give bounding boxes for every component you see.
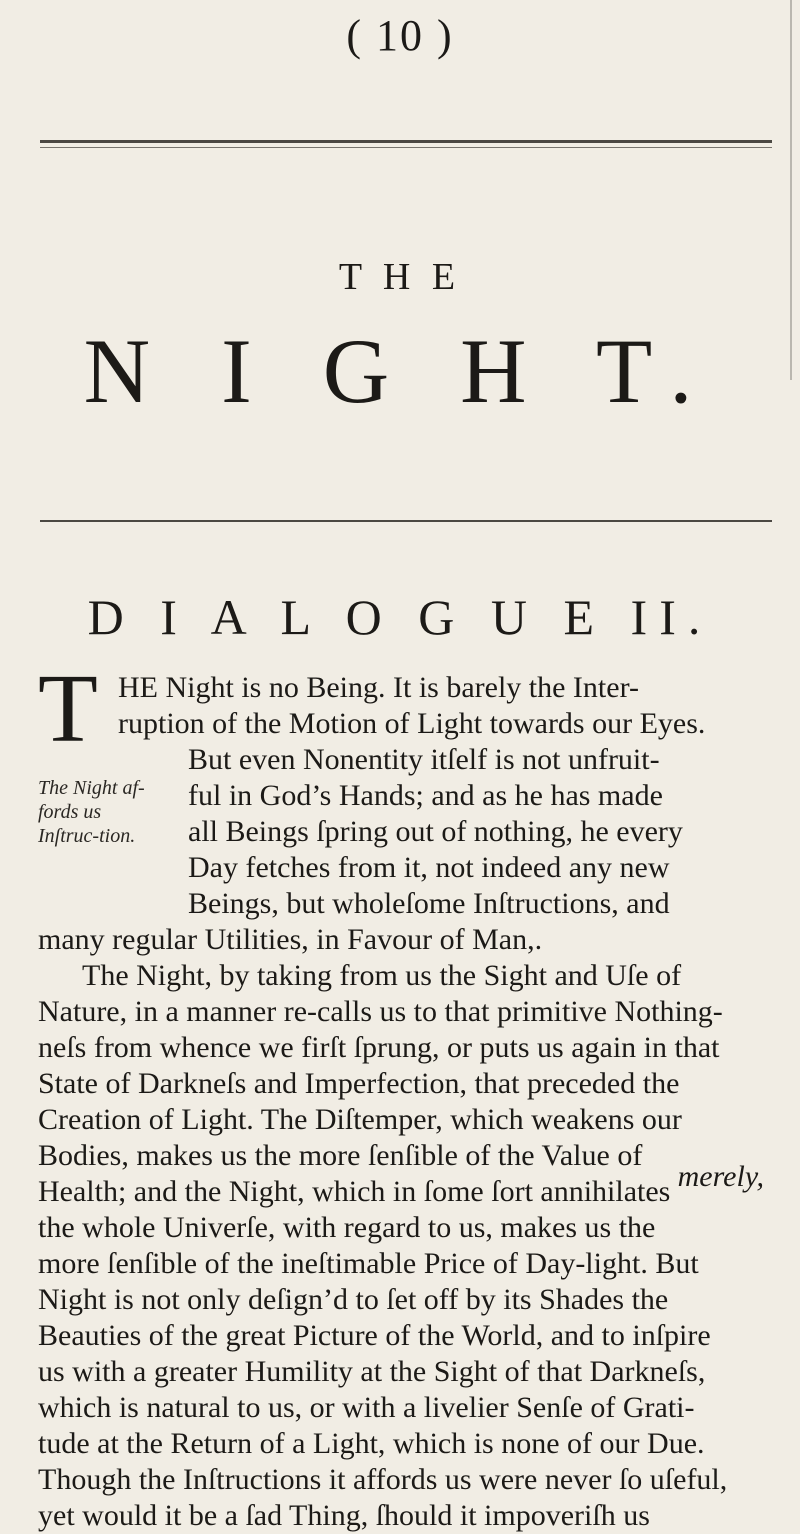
text-line: HE Night is no Being. It is barely the Inter-: [118, 671, 639, 704]
top-rule-thin: [40, 147, 772, 148]
title-bottom-rule: [40, 520, 772, 522]
text-line: Creation of Light. The Diſtemper, which weakens our: [38, 1103, 682, 1136]
text-line: which is natural to us, or with a livelier Senſe of Grati-: [38, 1391, 695, 1424]
text-line: tude at the Return of a Light, which is none of our Due.: [38, 1427, 705, 1460]
text-line: Nature, in a manner re-calls us to that primitive Nothing-: [38, 995, 723, 1028]
text-line: neſs from whence we firſt ſprung, or puts us again in that: [38, 1031, 720, 1064]
text-line: many regular Utilities, in Favour of Man,.: [38, 923, 543, 956]
text-line: yet would it be a ſad Thing, ſhould it impoveriſh us: [38, 1499, 650, 1532]
text-line: us with a greater Humility at the Sight of that Darkneſs,: [38, 1355, 706, 1388]
title-main: N I G H T.: [83, 320, 717, 422]
text-line: Beauties of the great Picture of the World, and to inſpire: [38, 1319, 711, 1352]
page-number: ( 10 ): [346, 11, 454, 60]
text-line: Day fetches from it, not indeed any new: [188, 851, 670, 884]
text-line: all Beings ſpring out of nothing, he every: [188, 815, 683, 848]
title-article: T H E: [338, 256, 462, 298]
text-line: ruption of the Motion of Light towards our Eyes.: [118, 707, 706, 740]
marginal-note: The Night af-fords us Inſtruc-tion.: [38, 777, 145, 847]
text-line: State of Darkneſs and Imperfection, that preceded the: [38, 1067, 680, 1100]
text-line: ful in God’s Hands; and as he has made: [188, 779, 663, 812]
text-line: Though the Inſtructions it affords us were never ſo uſeful,: [38, 1463, 728, 1496]
text-line: the whole Univerſe, with regard to us, makes us the: [38, 1211, 656, 1244]
text-line: But even Nonentity itſelf is not unfruit-: [188, 743, 660, 776]
top-rule: [40, 140, 772, 143]
text-line: Bodies, makes us the more ſenſible of the Value of: [38, 1139, 643, 1172]
drop-cap: T: [38, 655, 98, 763]
text-line: Beings, but wholeſome Inſtructions, and: [188, 887, 670, 920]
text-line: more ſenſible of the ineſtimable Price of Day-light. But: [38, 1247, 699, 1280]
dialogue-heading: D I A L O G U E II.: [87, 589, 713, 645]
text-line: The Night, by taking from us the Sight and Uſe of: [82, 959, 682, 992]
text-line: Night is not only deſign’d to ſet off by its Shades the: [38, 1283, 669, 1316]
text-line: Health; and the Night, which in ſome ſort annihilates: [38, 1175, 671, 1208]
catchword: merely,: [677, 1160, 764, 1193]
